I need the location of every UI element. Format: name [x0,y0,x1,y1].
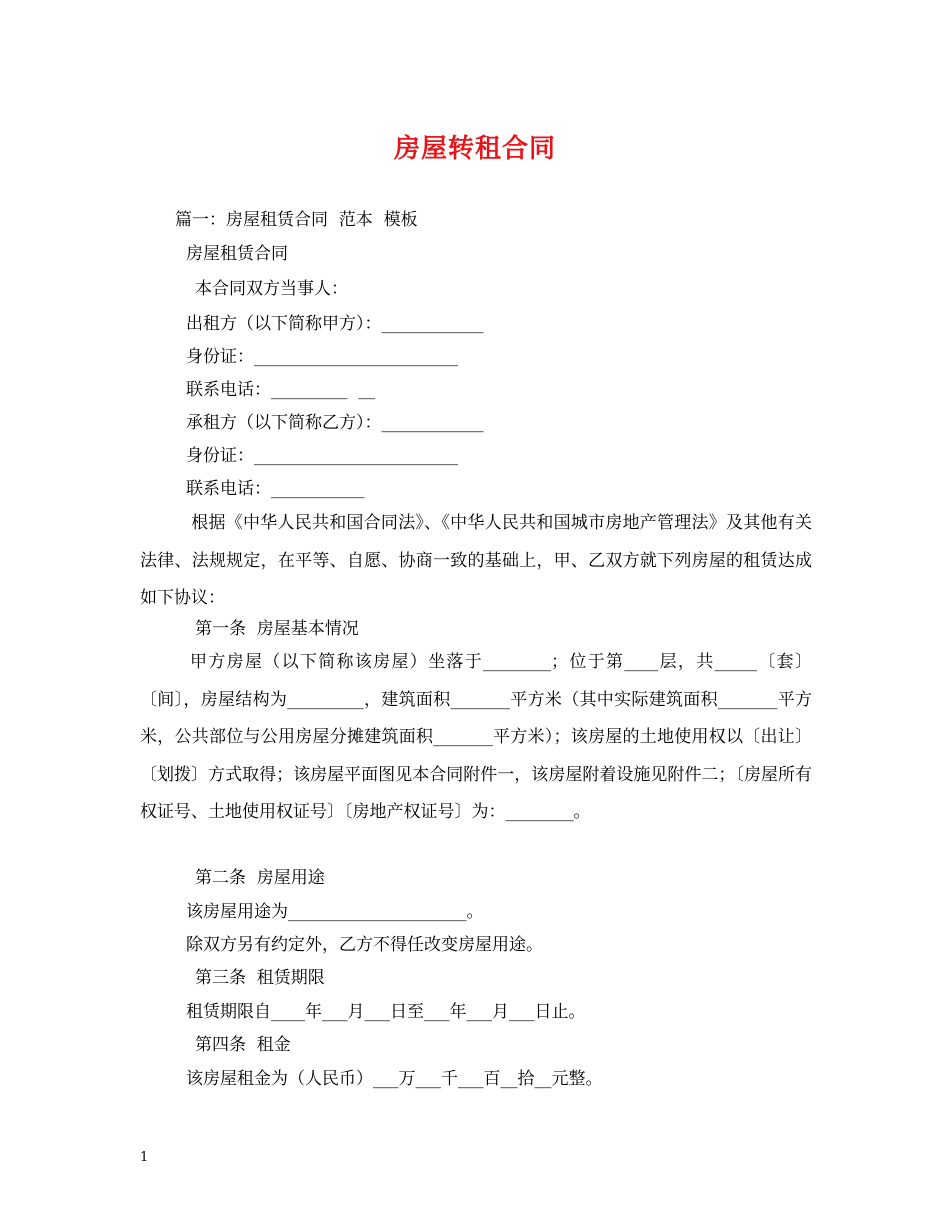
page-number: 1 [140,1150,149,1165]
lessee-field: 承租方（以下简称乙方）：____________ [186,413,484,433]
article-3-heading: 第三条 租赁期限 [195,968,325,988]
contract-name: 房屋租赁合同 [186,244,288,264]
usage-restriction: 除双方另有约定外，乙方不得任改变房屋用途。 [186,935,543,955]
preamble-paragraph: 根据《中华人民共和国合同法》、《中华人民共和国城市房地产管理法》及其他有关法律、法规规定，在平等、自愿、协商一致的基础上，甲、乙双方就下列房屋的租赁达成如下协议： [140,513,812,608]
usage-field: 该房屋用途为_____________________。 [186,902,484,922]
lease-term-field: 租赁期限自____年___月___日至___年___月___日止。 [186,1002,586,1022]
lessor-phone-field: 联系电话：_________ __ [186,380,376,400]
lessor-field: 出租方（以下简称甲方）：____________ [186,314,484,334]
article-1-paragraph: 甲方房屋（以下简称该房屋）坐落于________；位于第____层，共_____〔套〕〔间〕，房屋结构为_________，建筑面积_______平方米（其中实际建筑面积_______平方米，公共部位与公用房屋分摊建筑面积_______平方米）；该房屋的土地使用权以〔出让〕〔划拨〕方式取得；该房屋平面图见本合同附件一，该房屋附着设施见附件二；〔房屋所有权证号、土地使用权证号〕〔房地产权证号〕为：________。 [140,652,812,822]
article-2-heading: 第二条 房屋用途 [195,868,325,888]
rent-amount-field: 该房屋租金为（人民币）___万___千___百__拾__元整。 [186,1069,603,1089]
parties-label: 本合同双方当事人： [195,279,348,299]
article-1-heading: 第一条 房屋基本情况 [195,619,359,639]
lessor-id-field: 身份证：________________________ [186,347,458,367]
document-title: 房屋转租合同 [393,134,556,164]
lessee-id-field: 身份证：________________________ [186,446,458,466]
section-heading: 篇一：房屋租赁合同 范本 模板 [175,210,418,230]
article-4-heading: 第四条 租金 [195,1035,291,1055]
lessee-phone-field: 联系电话：___________ [186,479,365,499]
